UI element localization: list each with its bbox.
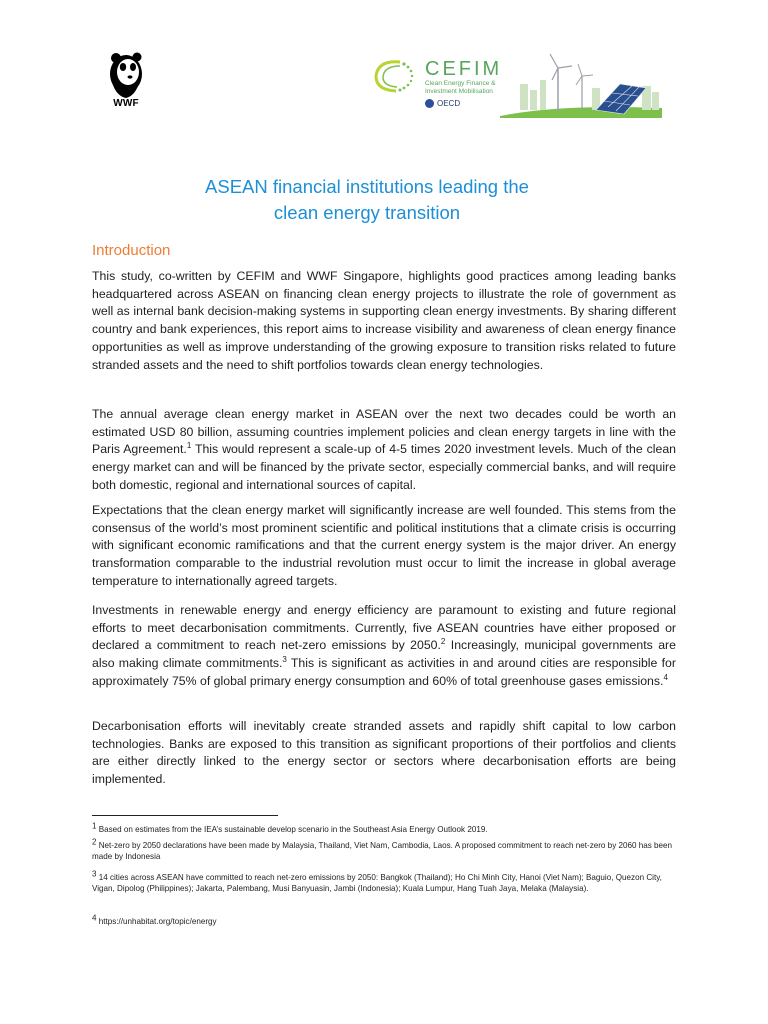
footnote-4[interactable]	[92, 913, 676, 927]
paragraph-3: Expectations that the clean energy market will significantly increase are well founded. This stems from the consensus of the world’s most prominent scientific and political institutions that a climate crisis is occurring with significant economic ramifications and that the current energy system is the major driver. An energy transformation comparable to the industrial revolution must occur to limit the increase in global average temperature to internationally agreed targets.	[92, 503, 676, 588]
paragraph-4-text-a: Investments in renewable energy and energy efficiency are paramount to existing and future regional efforts to meet decarbonisation commitments. Currently, five ASEAN countries have either proposed or declared a commitment to reach net-zero emissions by 2050.	[92, 603, 676, 653]
footnote-link[interactable]: https://unhabitat.org/topic/energy	[96, 917, 217, 926]
document-title	[150, 174, 584, 226]
paragraph-2-text-a: The annual average clean energy market in ASEAN over the next two decades could be worth an estimated USD 80 billion, assuming countries implement policies and clean energy targets in line with the Paris Agreement.	[92, 407, 676, 457]
cefim-subtitle-line-2: Investment Mobilisation	[425, 88, 493, 95]
cefim-subtitle-line-1: Clean Energy Finance &	[425, 80, 496, 87]
cefim-logo	[370, 50, 662, 118]
paragraph-4	[92, 602, 676, 691]
paragraph-5: Decarbonisation efforts will inevitably create stranded assets and rapidly shift capital to low carbon technologies. Banks are exposed to this transition as significant proportions of their portfolios and clients are either directly linked to the energy sector or sectors where decarbonisation efforts are being implemented.	[92, 719, 676, 787]
section-heading-introduction: Introduction	[92, 242, 171, 259]
wwf-logo-text: WWF	[113, 98, 139, 109]
footnote-divider	[92, 815, 278, 816]
footnote-1	[92, 821, 676, 835]
paragraph-4-text-b: Increasingly, municipal governments are also making climate commitments.	[92, 638, 676, 671]
footnote-3	[92, 869, 676, 894]
wind-solar-illustration	[500, 50, 662, 118]
oecd-logo-text: OECD	[437, 99, 461, 108]
footnote-number: 3	[92, 869, 97, 879]
footnote-text: Net-zero by 2050 declarations have been made by Malaysia, Thailand, Viet Nam, Cambodia, Laos. A proposed commitment to reach net-zero by 2060 has been made by Indonesia	[92, 841, 673, 861]
document-title-line-1: ASEAN financial institutions leading the	[205, 176, 529, 197]
footnote-ref-3: 3	[282, 655, 287, 665]
footnote-number: 2	[92, 837, 97, 847]
footnote-number: 4	[92, 913, 97, 923]
paragraph-4-text-c: This is significant as activities in and around cities are responsible for approximately 75% of global primary energy consumption and 60% of total greenhouse gases emissions.	[92, 656, 676, 688]
paragraph-2	[92, 406, 676, 495]
cefim-logo-name: CEFIM	[425, 58, 503, 80]
paragraph-2-text-b: This would represent a scale-up of 4-5 times 2020 investment levels. Much of the clean energy market can and will be financed by the private sector, especially commercial banks, and will require both domestic, regional and international sources of capital.	[92, 442, 676, 492]
document-title-line-2: clean energy transition	[273, 202, 461, 223]
paragraph-1: This study, co-written by CEFIM and WWF Singapore, highlights good practices among leading banks headquartered across ASEAN on financing clean energy projects to illustrate the role of government as well as internal bank decision-making systems in supporting clean energy investments. By sharing different country and bank experiences, this report aims to increase visibility and awareness of clean energy finance opportunities as well as improve understanding of the growing exposure to transition risks related to future stranded assets and the need to shift portfolios towards clean energy technologies.	[92, 269, 676, 372]
footnote-2	[92, 837, 676, 862]
cefim-swirl-icon	[370, 56, 422, 96]
footnote-number: 1	[92, 821, 97, 831]
footnote-ref-2: 2	[440, 637, 446, 647]
oecd-logo	[425, 99, 460, 108]
oecd-circle-icon	[425, 99, 434, 108]
footnote-ref-4: 4	[663, 672, 668, 682]
footnote-text: 14 cities across ASEAN have committed to reach net-zero emissions by 2050: Bangkok (Thailand); Ho Chi Minh City, Hanoi (Viet Nam); Baguio, Quezon City, Vigan, Dipolog (Philippines); Jakarta, Palembang, Musi Banyuasin, Jambi (Indonesia); Kuala Lumpur, Hang Tuah Jaya, Melaka (Malaysia).	[92, 873, 662, 893]
footnote-ref-1: 1	[186, 441, 192, 451]
panda-icon	[106, 52, 146, 100]
wwf-logo	[106, 52, 146, 112]
footnote-text: Based on estimates from the IEA’s sustainable develop scenario in the Southeast Asia Energy Outlook 2019.	[96, 825, 488, 834]
